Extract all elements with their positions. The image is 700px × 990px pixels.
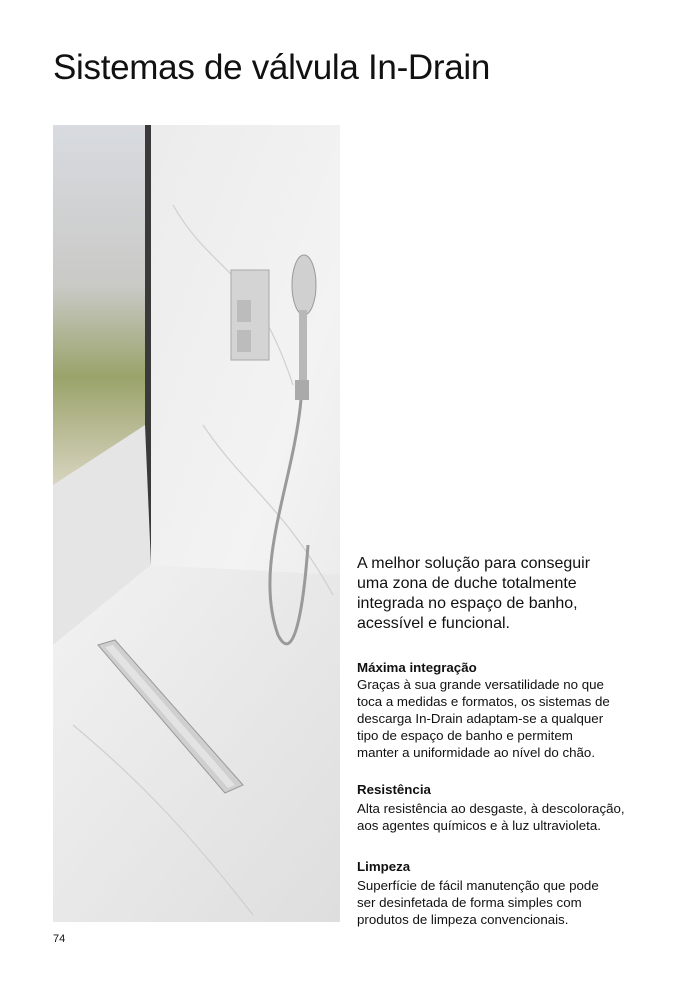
page-title: Sistemas de válvula In-Drain: [53, 48, 491, 87]
intro-line: A melhor solução para conseguir: [357, 555, 591, 572]
section-heading: Resistência: [357, 782, 431, 797]
section-line: descarga In-Drain adaptam-se a qualquer: [357, 711, 604, 726]
section-heading: Máxima integração: [357, 660, 477, 675]
section-line: tipo de espaço de banho e permitem: [357, 728, 573, 743]
section-line: aos agentes químicos e à luz ultravioleta.: [357, 818, 601, 833]
page-number: 74: [53, 933, 66, 945]
section-resistencia: [357, 781, 657, 834]
section-line: Graças à sua grande versatilidade no que: [357, 677, 604, 692]
section-maxima-integracao: [357, 659, 657, 761]
intro-line: acessível e funcional.: [357, 615, 510, 632]
section-line: Superfície de fácil manutenção que pode: [357, 878, 599, 893]
section-line: ser desinfetada de forma simples com: [357, 895, 582, 910]
shower-photo: [53, 125, 340, 922]
intro-text: [357, 554, 657, 634]
section-line: produtos de limpeza convencionais.: [357, 912, 569, 927]
section-line: Alta resistência ao desgaste, à descoloração,: [357, 801, 625, 816]
section-heading: Limpeza: [357, 859, 411, 874]
section-line: toca a medidas e formatos, os sistemas de: [357, 694, 610, 709]
section-line: manter a uniformidade ao nível do chão.: [357, 745, 596, 760]
section-limpeza: [357, 858, 657, 928]
intro-line: integrada no espaço de banho,: [357, 595, 578, 612]
intro-line: uma zona de duche totalmente: [357, 575, 577, 592]
shower-illustration: [53, 125, 340, 922]
